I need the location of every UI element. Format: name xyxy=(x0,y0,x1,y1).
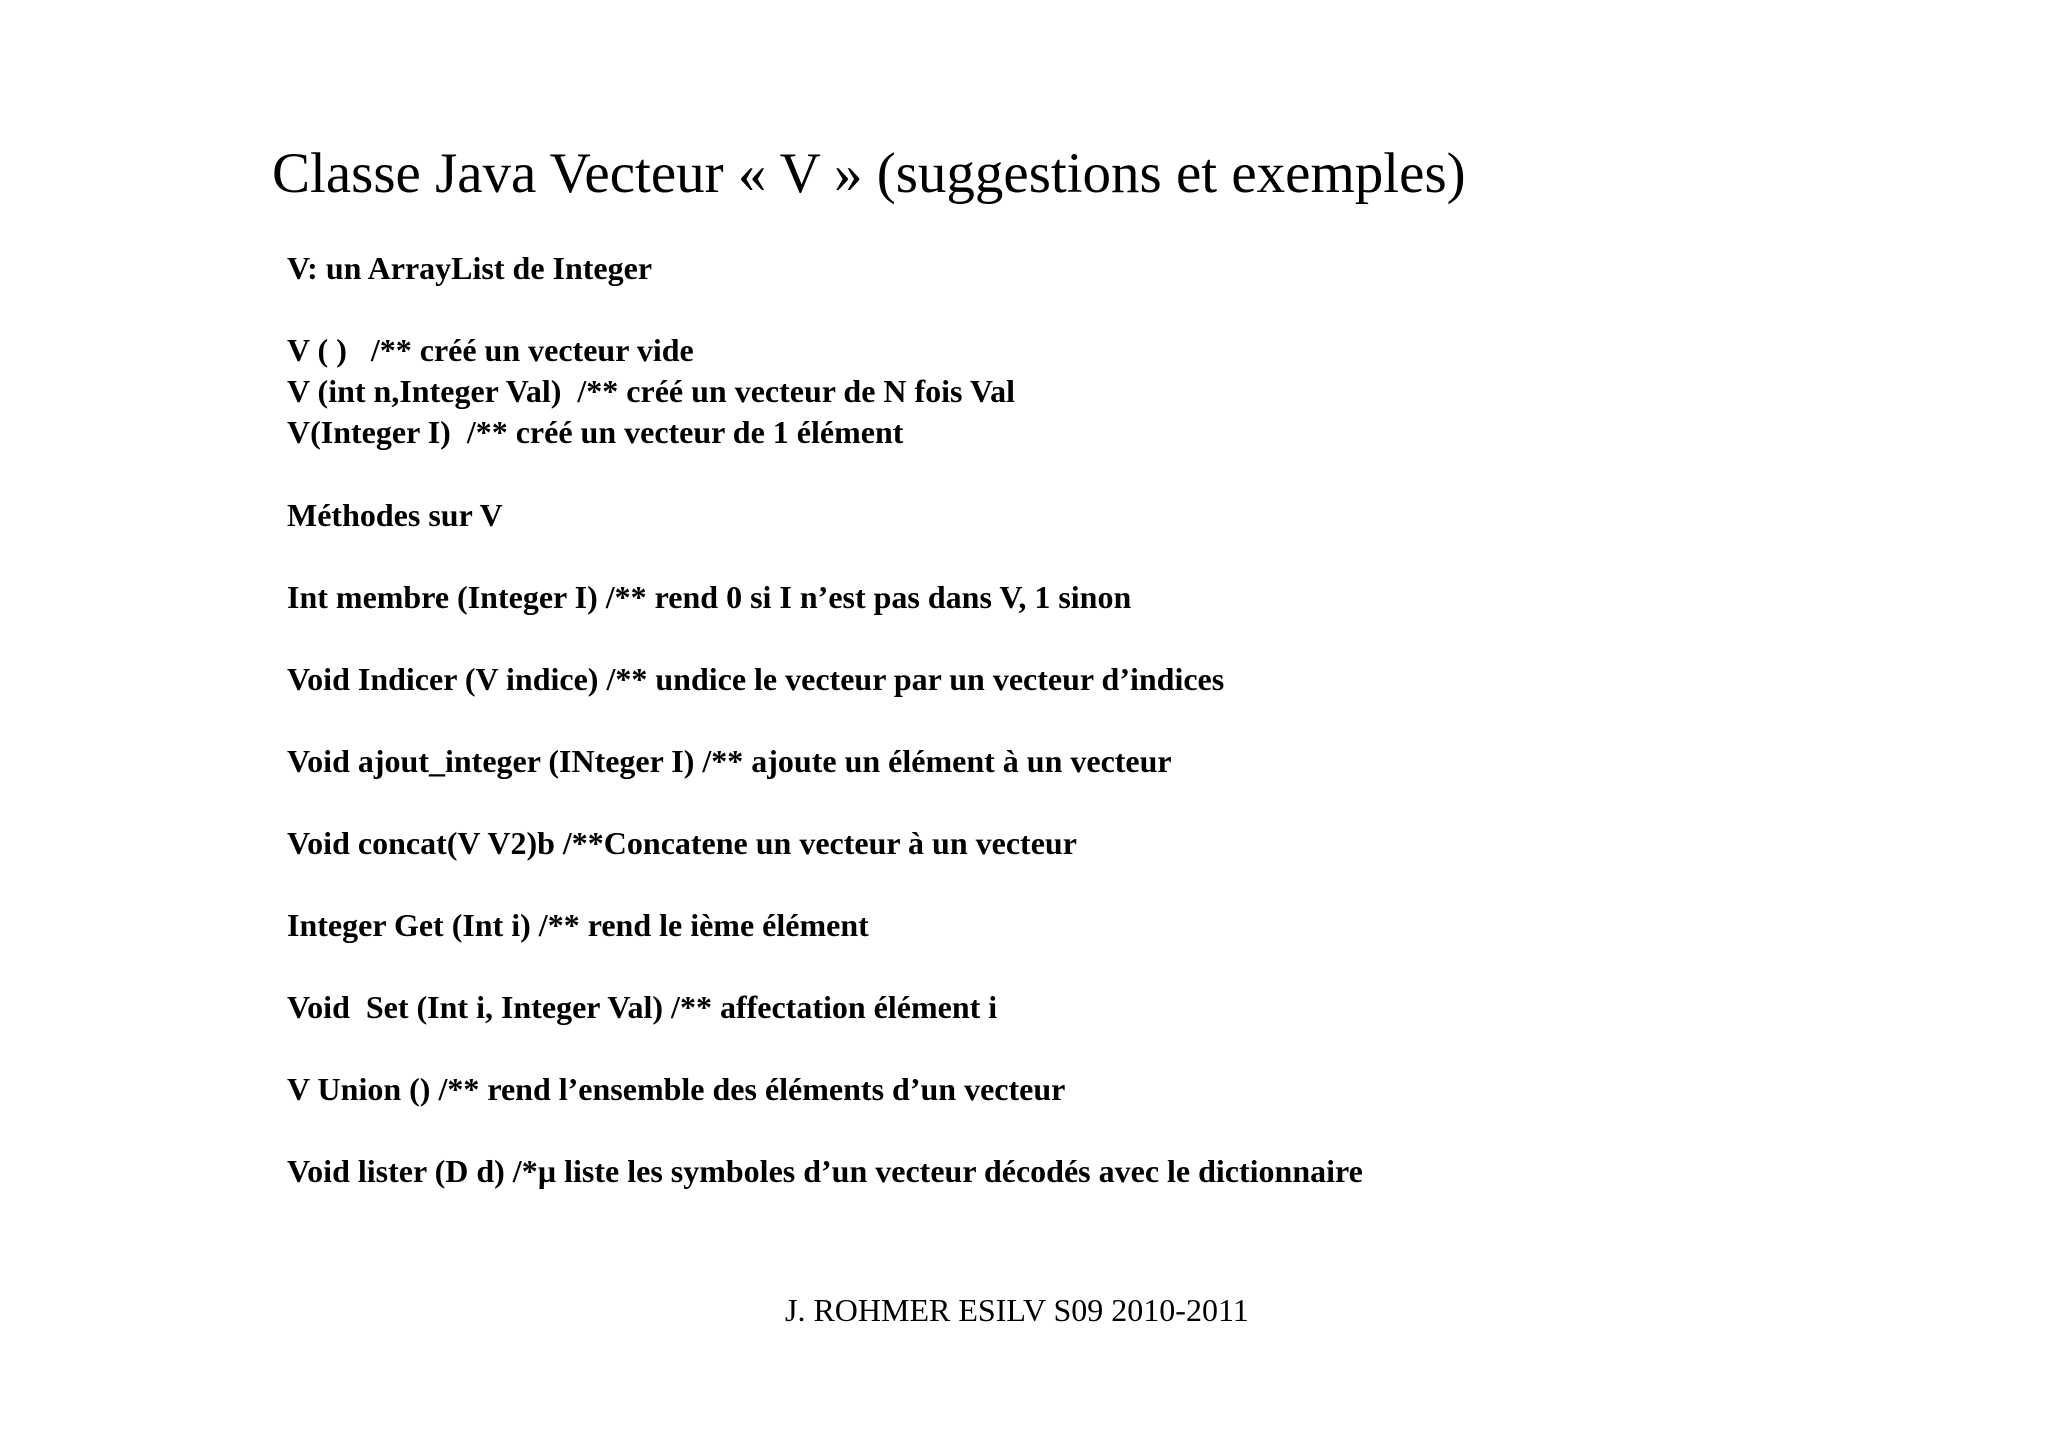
method-ajout-integer: Void ajout_integer (INteger I) /** ajoute un élément à un vecteur xyxy=(287,743,1172,779)
method-union: V Union () /** rend l’ensemble des éléments d’un vecteur xyxy=(287,1071,1066,1107)
method-lister: Void lister (D d) /*µ liste les symboles d’un vecteur décodés avec le dictionnaire xyxy=(287,1153,1363,1189)
constructor-n-val: V (int n,Integer Val) /** créé un vecteur de N fois Val xyxy=(287,373,1015,409)
method-concat: Void concat(V V2)b /**Concatene un vecteur à un vecteur xyxy=(287,825,1077,861)
method-set: Void Set (Int i, Integer Val) /** affectation élément i xyxy=(287,989,998,1025)
constructor-single: V(Integer I) /** créé un vecteur de 1 élément xyxy=(287,414,904,450)
method-get: Integer Get (Int i) /** rend le ième élément xyxy=(287,907,869,943)
constructor-empty: V ( ) /** créé un vecteur vide xyxy=(287,332,694,368)
method-indicer: Void Indicer (V indice) /** undice le vecteur par un vecteur d’indices xyxy=(287,661,1225,697)
footer-credit: J. ROHMER ESILV S09 2010-2011 xyxy=(785,1292,1249,1328)
method-membre: Int membre (Integer I) /** rend 0 si I n’est pas dans V, 1 sinon xyxy=(287,579,1132,615)
type-declaration: V: un ArrayList de Integer xyxy=(287,250,653,286)
methods-heading: Méthodes sur V xyxy=(287,497,503,533)
slide-title: Classe Java Vecteur « V » (suggestions et exemples) xyxy=(272,142,1466,205)
